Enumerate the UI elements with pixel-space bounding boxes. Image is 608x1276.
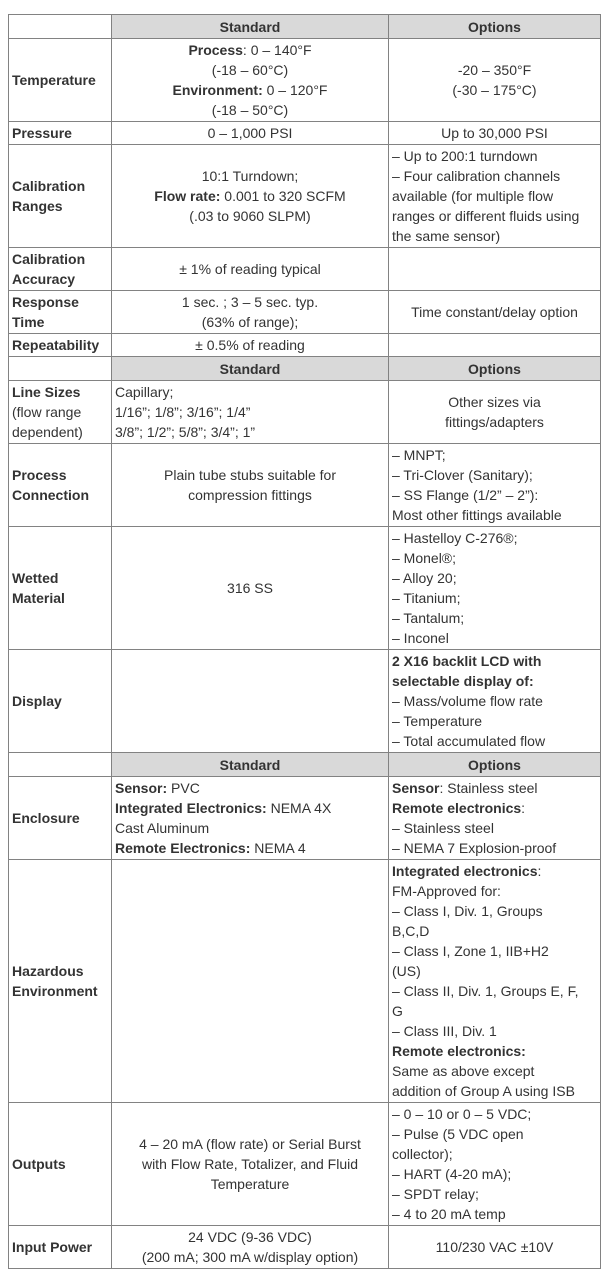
spec-table-body <box>9 15 601 1269</box>
text-segment: available (for multiple flow <box>392 188 554 204</box>
cell-line <box>392 941 597 961</box>
spec-row-calibration-accuracy <box>9 248 601 291</box>
cell-line <box>392 485 597 505</box>
spec-row-pressure <box>9 122 601 145</box>
cell-line <box>115 80 385 100</box>
section-1-header-row <box>9 15 601 39</box>
cell-line <box>392 146 597 166</box>
text-segment: NEMA 4 <box>250 840 306 856</box>
text-segment: fittings/adapters <box>445 414 544 430</box>
text-segment: Cast Aluminum <box>115 820 210 836</box>
text-segment: addition of Group A using ISB <box>392 1083 575 1099</box>
cell-line <box>392 921 597 941</box>
line-sizes-options-cell <box>389 381 601 444</box>
text-segment: Environment: <box>172 82 263 98</box>
cell-line <box>392 1061 597 1081</box>
text-segment: ± 0.5% of reading <box>195 337 305 353</box>
text-segment: Other sizes via <box>448 394 541 410</box>
cell-line <box>115 259 385 279</box>
cell-line <box>392 778 597 798</box>
text-segment: : <box>521 800 526 816</box>
wetted-material-label-cell <box>9 527 112 650</box>
cell-line <box>392 412 597 432</box>
text-segment: – Up to 200:1 turndown <box>392 148 538 164</box>
text-segment: 0 – 120°F <box>262 82 328 98</box>
cell-line <box>115 798 385 818</box>
text-segment: – Tri-Clover (Sanitary); <box>392 467 533 483</box>
display-standard-cell <box>112 650 389 753</box>
cell-line <box>392 608 597 628</box>
cell-line <box>392 861 597 881</box>
cell-line <box>115 382 385 402</box>
hazardous-environment-label-cell <box>9 860 112 1103</box>
cell-line <box>392 548 597 568</box>
text-segment: – 4 to 20 mA temp <box>392 1206 506 1222</box>
text-segment: (-18 – 50°C) <box>211 102 289 118</box>
text-segment: Input Power <box>12 1239 93 1255</box>
spec-row-enclosure <box>9 777 601 860</box>
input-power-standard-cell <box>112 1226 389 1269</box>
text-segment: Most other fittings available <box>392 507 562 523</box>
cell-line <box>392 838 597 858</box>
line-sizes-label-cell <box>9 381 112 444</box>
calibration-accuracy-label-cell <box>9 248 112 291</box>
text-segment: (63% of range); <box>201 314 299 330</box>
section-2-header-row <box>9 357 601 381</box>
wetted-material-standard-cell <box>112 527 389 650</box>
cell-line <box>392 981 597 1001</box>
cell-line <box>392 1104 597 1124</box>
cell-line <box>392 445 597 465</box>
repeatability-options-cell <box>389 334 601 357</box>
cell-line <box>392 1081 597 1101</box>
cell-line <box>392 651 597 671</box>
calibration-ranges-label-cell <box>9 145 112 248</box>
spec-row-hazardous-environment <box>9 860 601 1103</box>
cell-line <box>392 465 597 485</box>
temperature-options-cell <box>389 39 601 122</box>
text-segment: – Hastelloy C-276®; <box>392 530 518 546</box>
spec-row-temperature <box>9 39 601 122</box>
repeatability-standard-cell <box>112 334 389 357</box>
response-time-label-cell <box>9 291 112 334</box>
cell-line <box>392 1237 597 1257</box>
text-segment: Remote electronics <box>392 800 522 816</box>
cell-line <box>392 731 597 751</box>
section-2-header-options: Options <box>389 357 601 381</box>
text-segment: 1 sec. ; 3 – 5 sec. typ. <box>181 294 319 310</box>
cell-line <box>115 578 385 598</box>
cell-line <box>392 711 597 731</box>
text-segment: (.03 to 9060 SLPM) <box>189 208 311 224</box>
text-segment: – Total accumulated flow <box>392 733 546 749</box>
cell-line <box>115 485 385 505</box>
calibration-ranges-options-cell <box>389 145 601 248</box>
cell-line <box>392 166 597 186</box>
outputs-standard-cell <box>112 1103 389 1226</box>
text-segment: – MNPT; <box>392 447 446 463</box>
calibration-ranges-standard-cell <box>112 145 389 248</box>
spec-row-response-time <box>9 291 601 334</box>
cell-line <box>115 166 385 186</box>
text-segment: Temperature <box>210 1176 290 1192</box>
spec-table <box>8 14 601 1269</box>
section-1-header-blank-cell <box>9 15 112 39</box>
text-segment: 24 VDC (9-36 VDC) <box>188 1229 312 1245</box>
temperature-label-cell <box>9 39 112 122</box>
text-segment: – Stainless steel <box>392 820 494 836</box>
text-segment: – Titanium; <box>392 590 461 606</box>
text-segment: Hazardous Environment <box>12 963 98 999</box>
cell-line <box>115 465 385 485</box>
spec-row-line-sizes <box>9 381 601 444</box>
pressure-label-cell <box>9 122 112 145</box>
text-segment: Display <box>12 693 62 709</box>
text-segment: Outputs <box>12 1156 66 1172</box>
cell-line <box>115 335 385 355</box>
text-segment: 0 – 1,000 PSI <box>207 125 293 141</box>
cell-line <box>392 528 597 548</box>
response-time-standard-cell <box>112 291 389 334</box>
section-1-header-standard: Standard <box>112 15 389 39</box>
text-segment: Calibration Accuracy <box>12 251 86 287</box>
cell-line <box>115 206 385 226</box>
input-power-label-cell <box>9 1226 112 1269</box>
cell-line <box>392 1021 597 1041</box>
cell-line <box>392 302 597 322</box>
pressure-options-cell <box>389 122 601 145</box>
text-segment: : 0 – 140°F <box>242 42 312 58</box>
spec-row-repeatability <box>9 334 601 357</box>
cell-line <box>392 1124 597 1144</box>
text-segment: – Class II, Div. 1, Groups E, F, <box>392 983 579 999</box>
text-segment: 0.001 to 320 SCFM <box>220 188 346 204</box>
spec-row-process-connection <box>9 444 601 527</box>
section-1-header-options: Options <box>389 15 601 39</box>
section-3-header-standard: Standard <box>112 753 389 777</box>
text-segment: 3/8”; 1/2”; 5/8”; 3/4”; 1” <box>115 424 256 440</box>
text-segment: 2 X16 backlit LCD with <box>392 653 542 669</box>
text-segment: Sensor: <box>115 780 168 796</box>
text-segment: Remote Electronics: <box>115 840 251 856</box>
spec-row-calibration-ranges <box>9 145 601 248</box>
text-segment: – Alloy 20; <box>392 570 457 586</box>
text-segment: NEMA 4X <box>266 800 332 816</box>
text-segment: ± 1% of reading typical <box>179 261 321 277</box>
cell-line <box>115 100 385 120</box>
cell-line <box>392 123 597 143</box>
cell-line <box>392 186 597 206</box>
cell-line <box>392 1001 597 1021</box>
text-segment: Response Time <box>12 294 79 330</box>
cell-line <box>115 1247 385 1267</box>
text-segment: Same as above except <box>392 1063 535 1079</box>
input-power-options-cell <box>389 1226 601 1269</box>
cell-line <box>115 422 385 442</box>
spec-row-display <box>9 650 601 753</box>
spec-row-input-power <box>9 1226 601 1269</box>
spec-row-wetted-material <box>9 527 601 650</box>
text-segment: – Pulse (5 VDC open <box>392 1126 524 1142</box>
text-segment: Flow rate: <box>154 188 221 204</box>
outputs-label-cell <box>9 1103 112 1226</box>
hazardous-environment-options-cell <box>389 860 601 1103</box>
text-segment: Integrated Electronics: <box>115 800 267 816</box>
text-segment: – SPDT relay; <box>392 1186 479 1202</box>
display-options-cell <box>389 650 601 753</box>
cell-line <box>392 691 597 711</box>
text-segment: 1/16”; 1/8”; 3/16”; 1/4” <box>115 404 251 420</box>
text-segment: compression fittings <box>188 487 312 503</box>
cell-line <box>392 226 597 246</box>
text-segment: Process Connection <box>12 467 89 503</box>
calibration-accuracy-standard-cell <box>112 248 389 291</box>
cell-line <box>392 60 597 80</box>
text-segment: 4 – 20 mA (flow rate) or Serial Burst <box>139 1136 361 1152</box>
cell-line <box>392 961 597 981</box>
pressure-standard-cell <box>112 122 389 145</box>
text-segment: Time constant/delay option <box>411 304 578 320</box>
text-segment: : <box>537 863 542 879</box>
enclosure-label-cell <box>9 777 112 860</box>
repeatability-label-cell <box>9 334 112 357</box>
hazardous-environment-standard-cell <box>112 860 389 1103</box>
wetted-material-options-cell <box>389 527 601 650</box>
cell-line <box>392 1164 597 1184</box>
cell-line <box>392 392 597 412</box>
display-label-cell <box>9 650 112 753</box>
cell-line <box>392 80 597 100</box>
text-segment: – Class I, Zone 1, IIB+H2 <box>392 943 549 959</box>
text-segment: – 0 – 10 or 0 – 5 VDC; <box>392 1106 532 1122</box>
text-segment: 10:1 Turndown; <box>201 168 299 184</box>
text-segment: – Monel®; <box>392 550 457 566</box>
cell-line <box>115 778 385 798</box>
text-segment: FM-Approved for: <box>392 883 501 899</box>
calibration-accuracy-options-cell <box>389 248 601 291</box>
text-segment: Integrated electronics <box>392 863 538 879</box>
cell-line <box>392 628 597 648</box>
text-segment: (-30 – 175°C) <box>452 82 537 98</box>
cell-line <box>115 1174 385 1194</box>
cell-line <box>392 818 597 838</box>
text-segment: (flow range dependent) <box>12 404 83 440</box>
text-segment: – NEMA 7 Explosion-proof <box>392 840 557 856</box>
text-segment: (-18 – 60°C) <box>211 62 289 78</box>
text-segment: with Flow Rate, Totalizer, and Fluid <box>141 1156 359 1172</box>
cell-line <box>392 1041 597 1061</box>
cell-line <box>115 60 385 80</box>
text-segment: Remote electronics: <box>392 1043 526 1059</box>
text-segment: Capillary; <box>115 384 174 400</box>
text-segment: PVC <box>167 780 200 796</box>
text-segment: Wetted Material <box>12 570 65 606</box>
cell-line <box>392 901 597 921</box>
cell-line <box>392 881 597 901</box>
cell-line <box>115 123 385 143</box>
text-segment: – HART (4-20 mA); <box>392 1166 512 1182</box>
text-segment: 316 SS <box>227 580 273 596</box>
process-connection-options-cell <box>389 444 601 527</box>
text-segment: G <box>392 1003 403 1019</box>
text-segment: 110/230 VAC ±10V <box>435 1239 554 1255</box>
section-2-header-standard: Standard <box>112 357 389 381</box>
cell-line <box>115 292 385 312</box>
text-segment: : Stainless steel <box>439 780 538 796</box>
text-segment: Line Sizes <box>12 384 81 400</box>
line-sizes-standard-cell <box>112 381 389 444</box>
cell-line <box>392 206 597 226</box>
text-segment: Calibration Ranges <box>12 178 86 214</box>
text-segment: the same sensor) <box>392 228 501 244</box>
cell-line <box>115 312 385 332</box>
text-segment: B,C,D <box>392 923 430 939</box>
text-segment: Process <box>188 42 243 58</box>
cell-line <box>392 505 597 525</box>
cell-line <box>115 1134 385 1154</box>
cell-line <box>392 1184 597 1204</box>
text-segment: – Four calibration channels <box>392 168 561 184</box>
temperature-standard-cell <box>112 39 389 122</box>
text-segment: Repeatability <box>12 337 100 353</box>
cell-line <box>115 1154 385 1174</box>
text-segment: ranges or different fluids using <box>392 208 580 224</box>
text-segment: Up to 30,000 PSI <box>441 125 548 141</box>
section-3-header-row <box>9 753 601 777</box>
text-segment: Sensor <box>392 780 440 796</box>
text-segment: – Temperature <box>392 713 483 729</box>
text-segment: collector); <box>392 1146 453 1162</box>
enclosure-standard-cell <box>112 777 389 860</box>
section-3-header-blank-cell <box>9 753 112 777</box>
cell-line <box>392 568 597 588</box>
text-segment: (US) <box>392 963 421 979</box>
cell-line <box>115 402 385 422</box>
text-segment: – Inconel <box>392 630 449 646</box>
text-segment: – SS Flange (1/2” – 2”): <box>392 487 539 503</box>
text-segment: -20 – 350°F <box>457 62 532 78</box>
cell-line <box>392 588 597 608</box>
section-2-header-blank-cell <box>9 357 112 381</box>
process-connection-label-cell <box>9 444 112 527</box>
outputs-options-cell <box>389 1103 601 1226</box>
cell-line <box>115 818 385 838</box>
text-segment: (200 mA; 300 mA w/display option) <box>141 1249 359 1265</box>
cell-line <box>392 671 597 691</box>
text-segment: – Class I, Div. 1, Groups <box>392 903 543 919</box>
text-segment: – Class III, Div. 1 <box>392 1023 497 1039</box>
text-segment: – Mass/volume flow rate <box>392 693 543 709</box>
section-3-header-options: Options <box>389 753 601 777</box>
cell-line <box>392 798 597 818</box>
cell-line <box>115 40 385 60</box>
text-segment: Plain tube stubs suitable for <box>164 467 336 483</box>
cell-line <box>392 1204 597 1224</box>
cell-line <box>115 1227 385 1247</box>
process-connection-standard-cell <box>112 444 389 527</box>
text-segment: – Tantalum; <box>392 610 465 626</box>
response-time-options-cell <box>389 291 601 334</box>
cell-line <box>115 838 385 858</box>
text-segment: Pressure <box>12 125 72 141</box>
enclosure-options-cell <box>389 777 601 860</box>
cell-line <box>115 186 385 206</box>
cell-line <box>392 1144 597 1164</box>
text-segment: Temperature <box>12 72 96 88</box>
text-segment: selectable display of: <box>392 673 534 689</box>
text-segment: Enclosure <box>12 810 80 826</box>
spec-row-outputs <box>9 1103 601 1226</box>
